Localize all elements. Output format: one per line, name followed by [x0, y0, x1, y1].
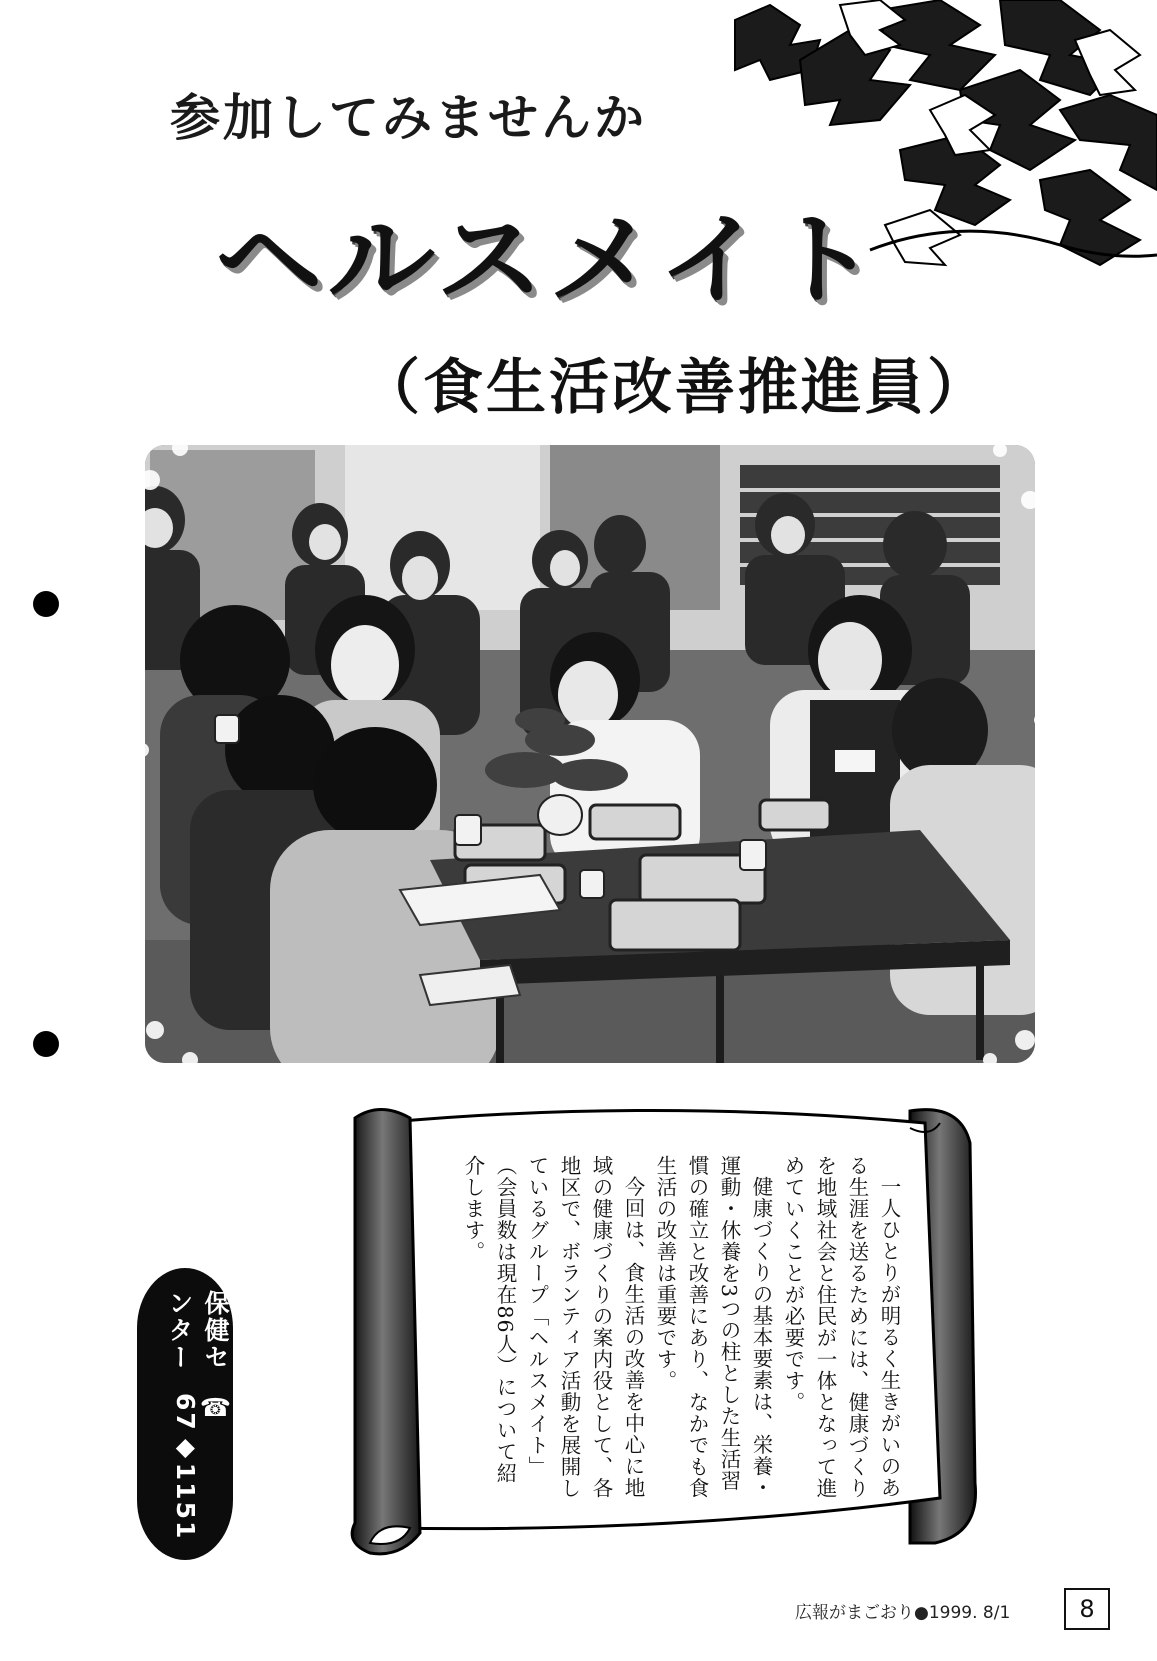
- punch-hole: [33, 1031, 59, 1057]
- intro-paragraph: 一人ひとりが明るく生きがいのある生涯を送るためには、健康づくりを地域社会と住民が一体となって進めていくことが必要です。: [781, 1155, 901, 1499]
- telephone-icon: ☎: [199, 1392, 233, 1422]
- contact-office: 保健センター: [165, 1290, 230, 1371]
- page-subtitle: （食生活改善推進員）: [360, 353, 990, 423]
- intro-paragraph: 今回は、食生活の改善を中心に地域の健康づくりの案内役として、各地区で、ボランティア活動を展開しているグループ「ヘルスメイト」（会員数は現在86人）について紹介します。: [461, 1155, 645, 1499]
- intro-text: [430, 1155, 905, 1500]
- publication-info: 広報がまごおり●1999. 8/1: [795, 1603, 1011, 1623]
- contact-badge: [137, 1268, 233, 1560]
- contact-phone: 67◆1151: [170, 1392, 200, 1540]
- punch-hole: [33, 591, 59, 617]
- kicker-heading: 参加してみませんか: [170, 89, 647, 147]
- intro-paragraph: 健康づくりの基本要素は、栄養・運動・休養を3つの柱とした生活習慣の確立と改善にあり、なかでも食生活の改善は重要です。: [653, 1155, 773, 1499]
- page-title: ヘルスメイト: [215, 203, 882, 318]
- photo-image: [120, 420, 1060, 1088]
- group-photo: [120, 420, 1060, 1088]
- page-number: 8: [1064, 1588, 1110, 1630]
